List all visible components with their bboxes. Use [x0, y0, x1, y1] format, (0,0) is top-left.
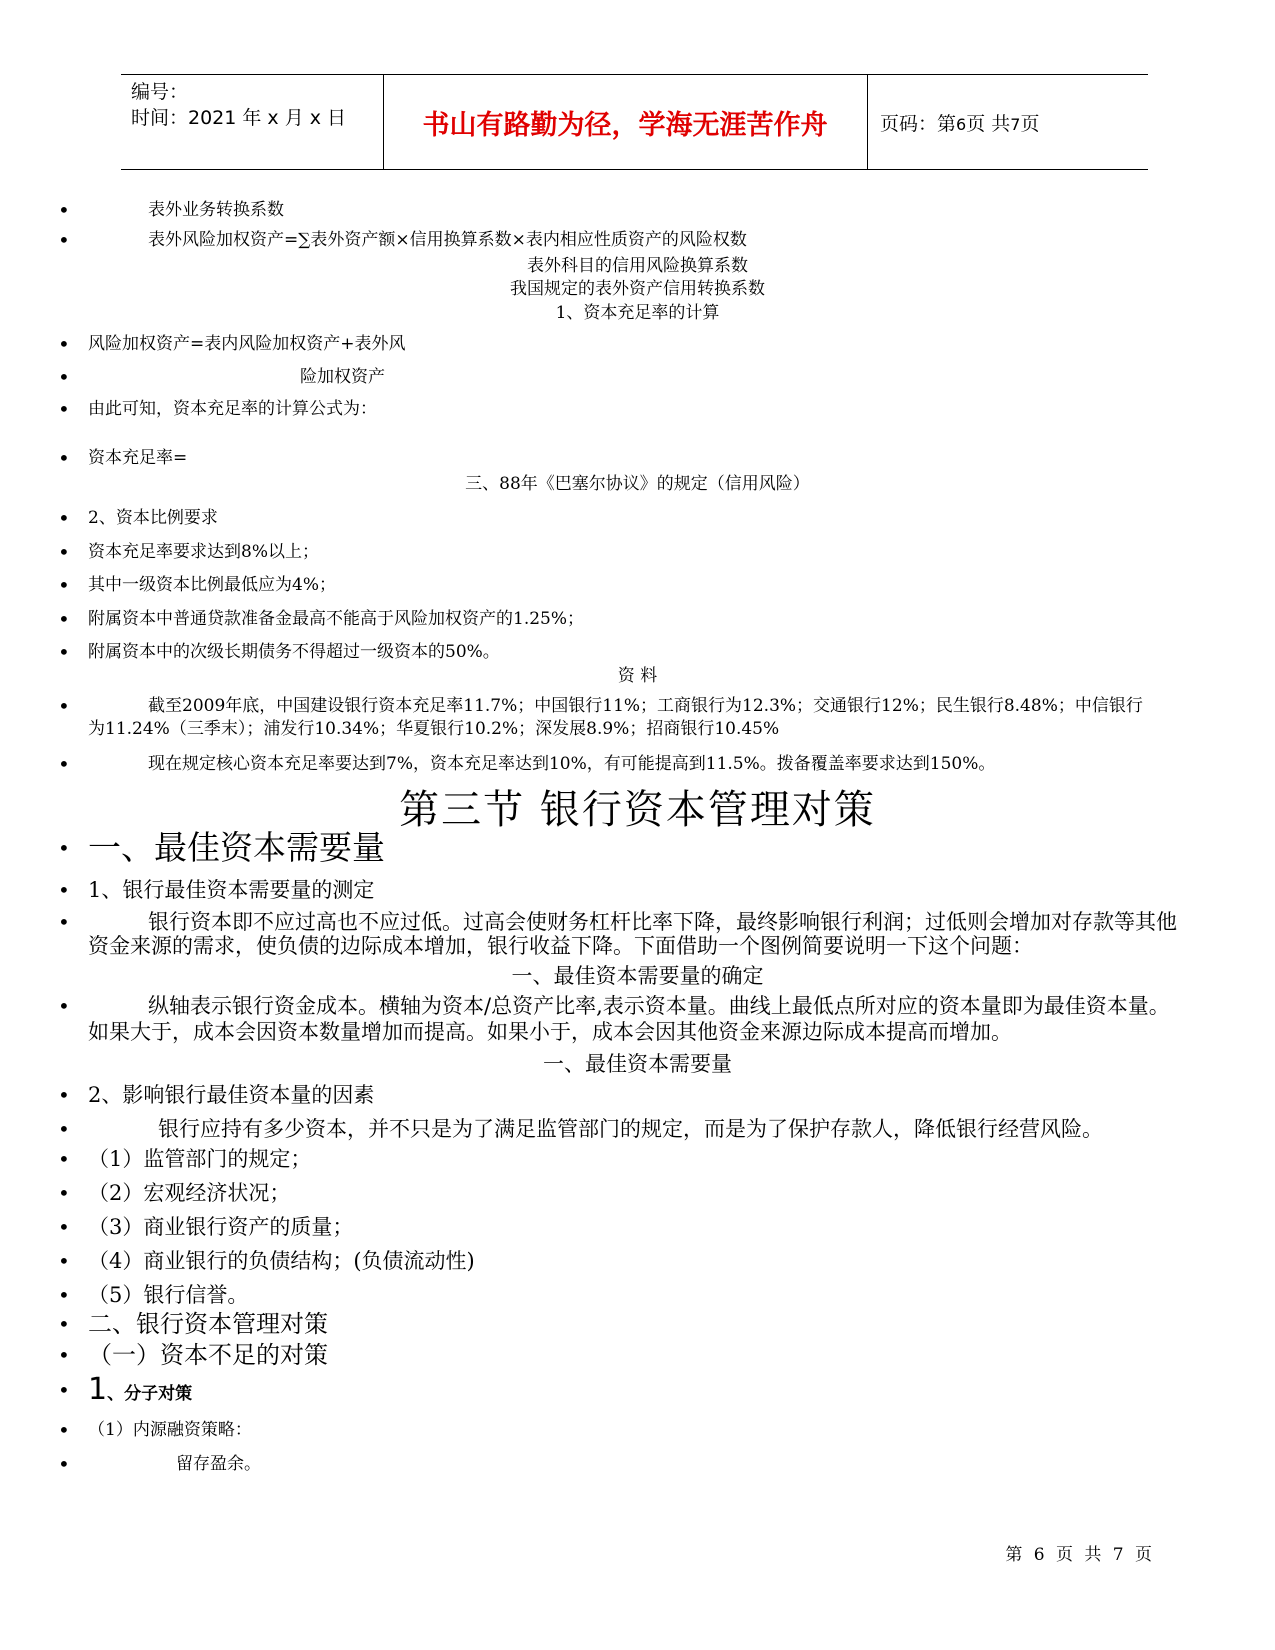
list-item-text: [88, 1372, 1215, 1407]
bullet-icon: •: [58, 1117, 70, 1141]
list-item-text: （3）商业银行资产的质量；: [88, 1215, 354, 1239]
header-page-cell: [868, 75, 1148, 169]
bullet-icon: •: [58, 540, 70, 564]
document-number-label: 编号：: [131, 81, 189, 103]
list-item-text: 留存盈余。: [176, 1454, 261, 1474]
motto-text: 书山有路勤为径，学海无涯苦作舟: [422, 109, 828, 141]
document-time-label: 时间：2021 年 x 月 x 日: [131, 107, 347, 129]
bullet-icon: •: [58, 1343, 70, 1367]
list-item-text: （1）内源融资策略：: [88, 1420, 252, 1440]
bullet-icon: •: [58, 607, 70, 631]
list-item-text: 截至2009年底，中国建设银行资本充足率11.7%；中国银行11%；工商银行为12.3%；交通银行12%；民生银行8.48%；中信银行: [148, 696, 1143, 716]
bullet-icon: •: [58, 836, 70, 860]
page-header: [121, 74, 1148, 170]
list-item-text: 2、影响银行最佳资本量的因素: [88, 1083, 375, 1107]
bullet-icon: •: [58, 573, 70, 597]
page-prefix: 页码：第: [880, 112, 957, 135]
list-item-text: （一）资本不足的对策: [88, 1341, 328, 1369]
list-item-text: 资本充足率要求达到8%以上；: [88, 542, 319, 562]
list-item-text: 2、资本比例要求: [88, 508, 218, 528]
bullet-icon: •: [58, 1215, 70, 1239]
bullet-icon: •: [58, 1378, 70, 1402]
centered-caption: 一、最佳资本需要量的确定: [511, 964, 764, 988]
list-item-text: 表外业务转换系数: [148, 200, 284, 220]
bullet-icon: •: [58, 332, 70, 356]
list-item-text: 附属资本中的次级长期债务不得超过一级资本的50%。: [88, 642, 500, 662]
heading-label: 、分子对策: [107, 1384, 193, 1404]
header-motto-cell: [383, 75, 868, 169]
centered-caption: 一、最佳资本需要量: [543, 1052, 732, 1076]
header-page-indicator: [868, 109, 1039, 136]
list-item-text: （2）宏观经济状况；: [88, 1181, 291, 1205]
list-item-text: （1）监管部门的规定；: [88, 1147, 312, 1171]
list-item-text: 现在规定核心资本充足率要达到7%，资本充足率达到10%，有可能提高到11.5%。拨备覆盖率要求达到150%。: [148, 754, 996, 774]
bullet-icon: •: [58, 1249, 70, 1273]
heading-text: 一、最佳资本需要量: [88, 828, 385, 867]
bullet-icon: •: [58, 1283, 70, 1307]
bullet-icon: •: [58, 1452, 70, 1476]
bullet-icon: •: [58, 910, 70, 934]
list-item-text: 为11.24%（三季末）；浦发行10.34%；华夏银行10.2%；深发展8.9%；招商银行10.45%: [88, 719, 780, 739]
bullet-icon: •: [58, 694, 70, 718]
centered-caption: 三、88年《巴塞尔协议》的规定（信用风险）: [465, 474, 810, 494]
list-item-text: 银行应持有多少资本，并不只是为了满足监管部门的规定，而是为了保护存款人，降低银行经营风险。: [158, 1117, 1103, 1141]
bullet-icon: •: [58, 228, 70, 252]
list-item-text: 二、银行资本管理对策: [88, 1310, 328, 1338]
bullet-icon: •: [58, 752, 70, 776]
page-suffix: 页: [1020, 112, 1040, 135]
list-item-text: 纵轴表示银行资金成本。横轴为资本/总资产比率,表示资本量。曲线上最低点所对应的资本量即为最佳资本量。: [148, 994, 1170, 1018]
list-item-text: 风险加权资产=表内风险加权资产+表外风: [88, 334, 406, 354]
centered-caption: 表外科目的信用风险换算系数: [527, 256, 748, 276]
list-item-text: 其中一级资本比例最低应为4%；: [88, 575, 336, 595]
centered-caption: 资 料: [617, 666, 658, 686]
section-title: 第三节 银行资本管理对策: [399, 787, 876, 833]
bullet-icon: •: [58, 1312, 70, 1336]
list-item-text: 附属资本中普通贷款准备金最高不能高于风险加权资产的1.25%；: [88, 609, 585, 629]
bullet-icon: •: [58, 446, 70, 470]
bullet-icon: •: [58, 640, 70, 664]
list-item-text: （5）银行信誉。: [88, 1283, 249, 1307]
page-current: 6: [956, 114, 967, 134]
bullet-icon: •: [58, 994, 70, 1018]
bullet-icon: •: [58, 397, 70, 421]
centered-caption: 我国规定的表外资产信用转换系数: [510, 279, 765, 299]
bullet-icon: •: [58, 1418, 70, 1442]
page-footer: 第 6 页 共 7 页: [1005, 1545, 1155, 1565]
bullet-icon: •: [58, 198, 70, 222]
list-item-text: 银行资本即不应过高也不应过低。过高会使财务杠杆比率下降，最终影响银行利润；过低则会增加对存款等其他: [148, 910, 1177, 934]
heading-number: 1: [88, 1372, 108, 1407]
centered-caption: 1、资本充足率的计算: [555, 303, 720, 323]
bullet-icon: •: [58, 365, 70, 389]
list-item-text: 资金来源的需求，使负债的边际成本增加，银行收益下降。下面借助一个图例简要说明一下这个问题：: [88, 934, 1033, 958]
bullet-icon: •: [58, 1181, 70, 1205]
list-item-text: 如果大于，成本会因资本数量增加而提高。如果小于，成本会因其他资金来源边际成本提高而增加。: [88, 1020, 1012, 1044]
list-item-text: 表外风险加权资产=∑表外资产额×信用换算系数×表内相应性质资产的风险权数: [148, 230, 747, 250]
bullet-icon: •: [58, 878, 70, 902]
header-info-cell: [121, 75, 384, 169]
bullet-icon: •: [58, 506, 70, 530]
list-item-text: 由此可知，资本充足率的计算公式为：: [88, 399, 377, 419]
list-item-text: 资本充足率=: [88, 448, 188, 468]
page-mid: 页 共: [966, 112, 1011, 135]
list-item-text: （4）商业银行的负债结构；(负债流动性): [88, 1249, 475, 1273]
bullet-icon: •: [58, 1147, 70, 1171]
page-total: 7: [1010, 114, 1021, 134]
list-item-text: 1、银行最佳资本需要量的测定: [88, 878, 375, 902]
list-item-text: 险加权资产: [300, 367, 385, 387]
bullet-icon: •: [58, 1083, 70, 1107]
